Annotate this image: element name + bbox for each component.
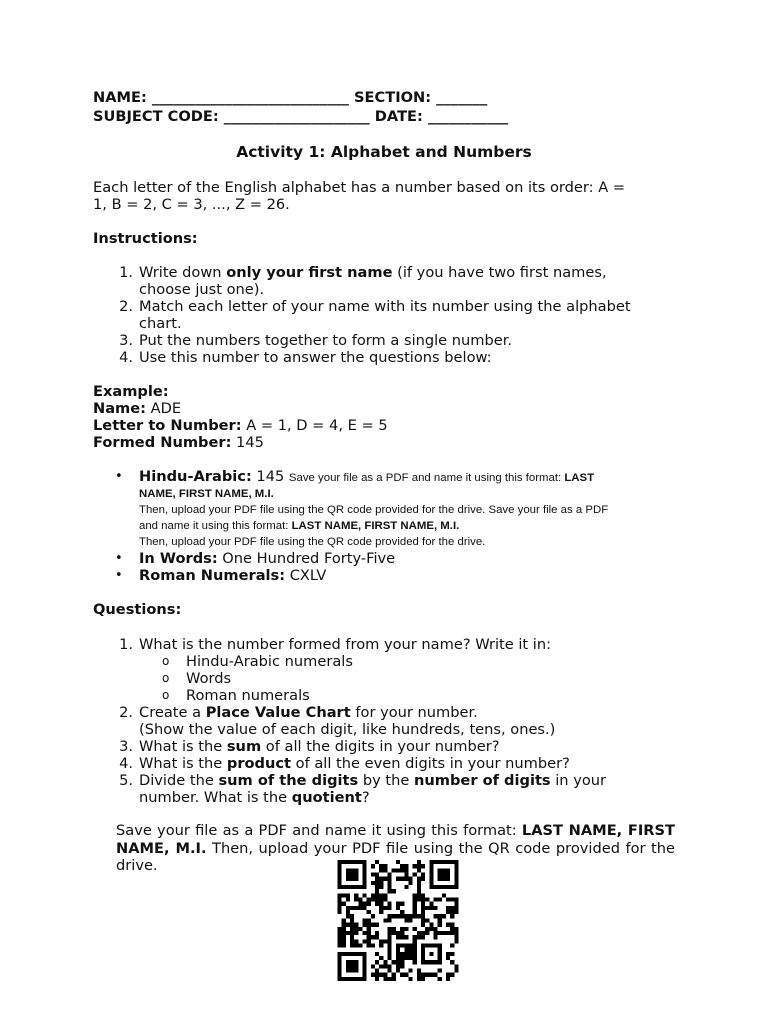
text-run: (if you have two first names, [392,264,607,281]
date-blank: ___________ [427,108,509,125]
item-number: 4. [119,755,133,772]
item-continuation: choose just one). [139,281,265,298]
value: ADE [146,400,182,417]
bold-run: quotient [291,789,362,806]
text-run: and name it using this format: [139,520,292,532]
text-run: of all the even digits in your number? [291,755,570,772]
example-heading: Example: [93,383,169,400]
save-note-line: Then, upload your PDF file using the QR code provided for the drive. Save your file as a PDF [139,504,609,516]
item-number: 1. [119,264,133,281]
item-number: 2. [119,298,133,315]
in-words-line [139,550,395,567]
subject-date-line [93,108,508,125]
name-blank: ___________________________ [151,89,349,106]
item-text [139,264,607,281]
item-text: Put the numbers together to form a single number. [139,332,513,349]
text-run: What is the [139,755,227,772]
label: Hindu-Arabic: [139,468,252,485]
value: One Hundred Forty-Five [217,550,396,567]
item-continuation: chart. [139,315,182,332]
item-continuation: (Show the value of each digit, like hundreds, tens, ones.) [139,721,556,738]
intro-line-1: Each letter of the English alphabet has a number based on its order: A = [93,179,626,196]
bold-run: Place Value Chart [205,704,351,721]
sub-item: Roman numerals [186,687,310,704]
value: CXLV [285,567,327,584]
text-run: ? [361,789,370,806]
label: Roman Numerals: [139,567,286,584]
activity-title: Activity 1: Alphabet and Numbers [236,143,532,161]
bold-run: number of digits [413,772,551,789]
bold-run: sum of the digits [218,772,359,789]
value: A = 1, D = 4, E = 5 [241,417,388,434]
text-run: What is the [139,738,227,755]
roman-numerals-line [139,567,326,584]
item-text [139,704,478,721]
value: 145 [231,434,264,451]
date-label: DATE: [374,108,423,125]
text-run: for your number. [350,704,478,721]
example-name [93,400,181,417]
save-note-bold-line: NAME, FIRST NAME, M.I. [139,488,274,500]
text-run: Create a [139,704,206,721]
section-blank: _______ [436,89,488,106]
text-run: Then, upload your PDF file using the QR code provided for the drive. [116,839,675,874]
instructions-heading: Instructions: [93,230,198,247]
circle-bullet-icon: o [162,671,170,685]
label: Name: [93,400,147,417]
text-run: Write down [139,264,227,281]
bold-run: LAST NAME, FIRST NAME, M.I. [116,822,675,857]
circle-bullet-icon: o [162,654,170,668]
text-run: in your [550,772,607,789]
item-number: 3. [119,738,133,755]
text-run: by the [358,772,414,789]
item-text: Use this number to answer the questions below: [139,349,492,366]
text-run: of all the digits in your number? [261,738,500,755]
bold-run: LAST NAME, FIRST NAME, M.I. [291,520,460,532]
text-run: number. What is the [139,789,292,806]
item-number: 4. [119,349,133,366]
text-run: Save your file as a PDF and name it using this format: [116,822,522,839]
bullet-icon: • [115,568,123,583]
value: 145 [251,468,285,485]
name-section-line [93,89,487,106]
item-continuation [139,789,370,806]
circle-bullet-icon: o [162,688,170,702]
hindu-arabic-line [139,468,594,486]
bold-run: product [226,755,292,772]
save-note-line [139,518,459,534]
item-number: 2. [119,704,133,721]
label: Letter to Number: [93,417,242,434]
intro-line-2: 1, B = 2, C = 3, ..., Z = 26. [93,196,290,213]
sub-item: Hindu-Arabic numerals [186,653,353,670]
bullet-icon: • [115,551,123,566]
example-letter-to-number [93,417,388,434]
item-text [139,755,570,772]
section-label: SECTION: [354,89,432,106]
save-note-line: Then, upload your PDF file using the QR code provided for the drive. [139,536,486,548]
bold-run: sum [226,738,262,755]
subject-code-label: SUBJECT CODE: [93,108,219,125]
bold-run: only your first name [226,264,393,281]
subject-code-blank: ____________________ [223,108,370,125]
example-formed-number [93,434,264,451]
item-number: 3. [119,332,133,349]
save-note-inline: Save your file as a PDF and name it using this format: [288,472,565,484]
save-note-bold: LAST [564,472,595,484]
item-text: Match each letter of your name with its number using the alphabet [139,298,631,315]
item-text: What is the number formed from your name? Write it in: [139,636,552,653]
qr-code-image[interactable] [334,860,462,981]
label: Formed Number: [93,434,232,451]
bullet-icon: • [115,469,123,484]
item-text [139,738,500,755]
item-number: 5. [119,772,133,789]
item-number: 1. [119,636,133,653]
sub-item: Words [186,670,232,687]
item-text [139,772,606,789]
name-label: NAME: [93,89,147,106]
text-run: Divide the [139,772,219,789]
questions-heading: Questions: [93,601,182,618]
label: In Words: [139,550,218,567]
